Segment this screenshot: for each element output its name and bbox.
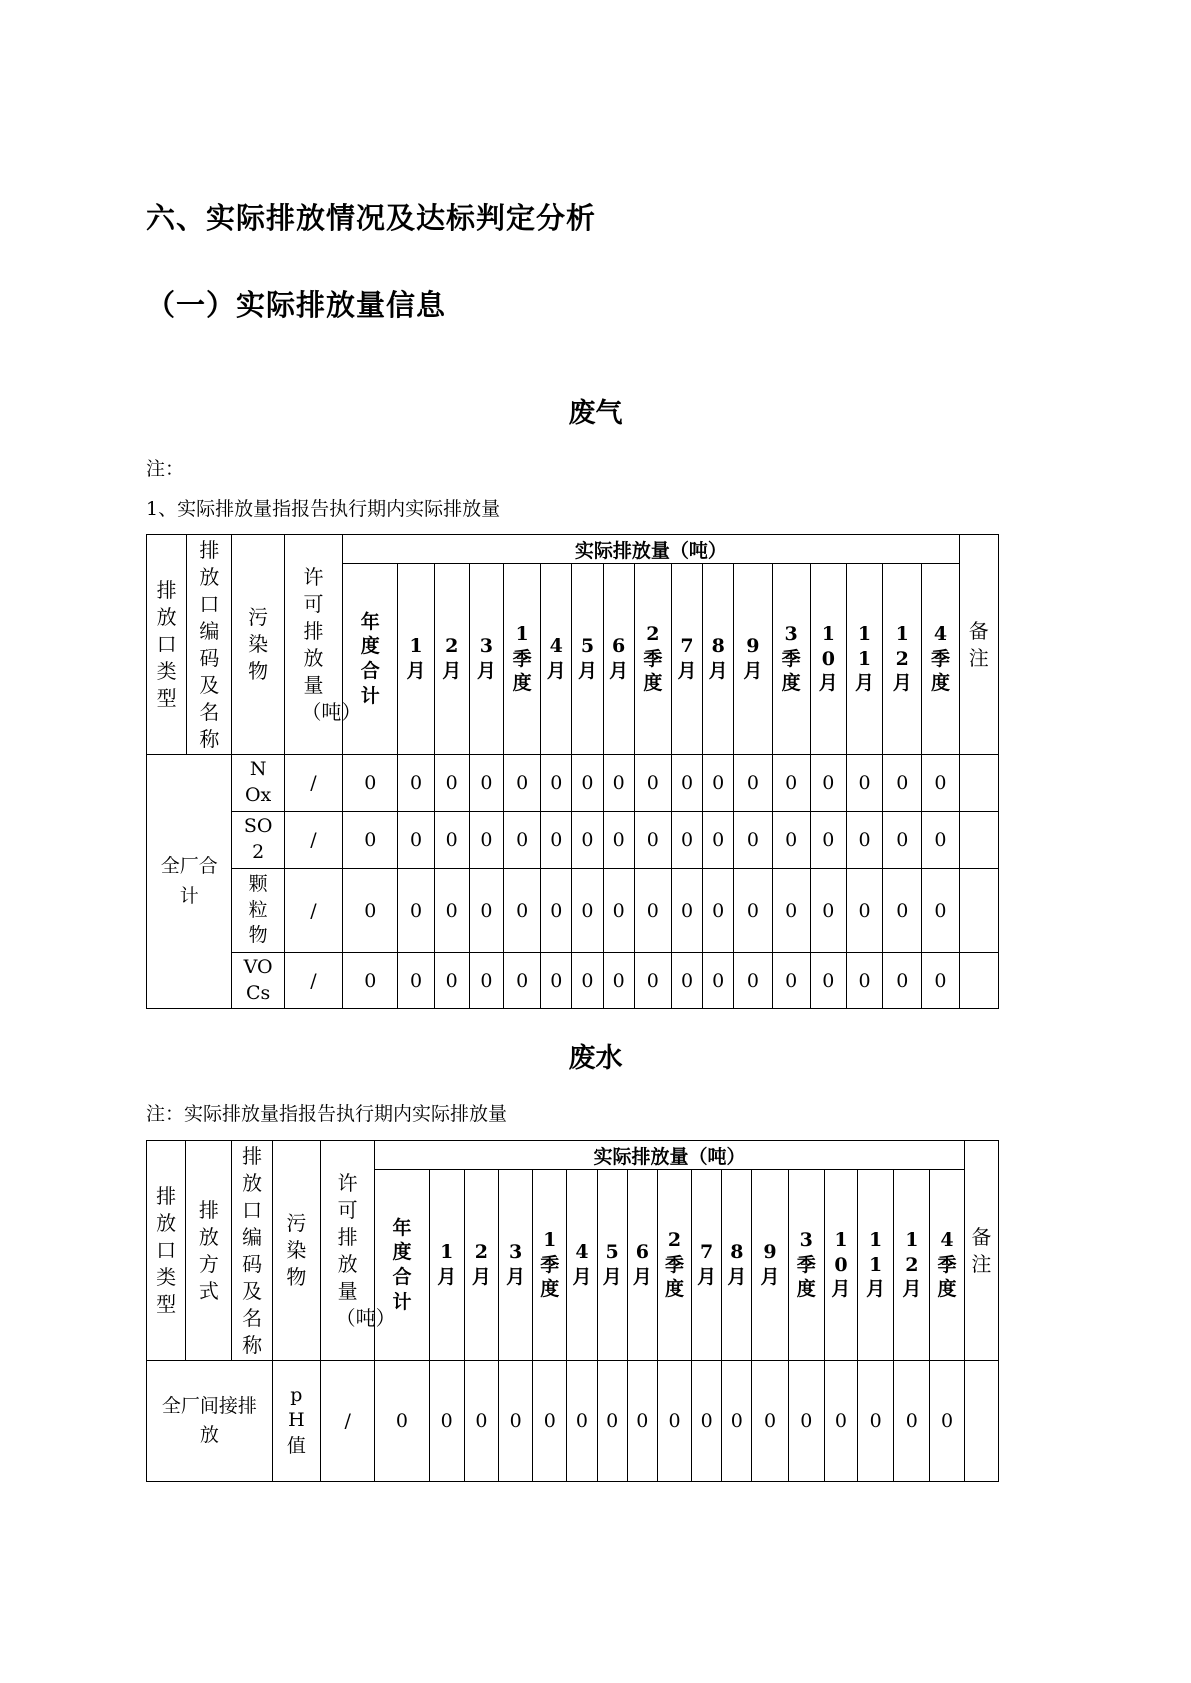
- value-cell: 0: [883, 812, 922, 869]
- value-cell: 0: [922, 812, 959, 869]
- gas-note-label: 注：: [146, 458, 185, 480]
- period-header: 9月: [752, 1170, 788, 1361]
- remark-cell: [964, 1361, 998, 1482]
- value-cell: 0: [671, 812, 702, 869]
- value-cell: 0: [894, 1361, 930, 1482]
- gas-note-line: 1、实际排放量指报告执行期内实际排放量: [146, 498, 501, 520]
- value-cell: 0: [634, 812, 671, 869]
- value-cell: 0: [398, 812, 434, 869]
- pollutant-cell: pH值: [272, 1361, 320, 1482]
- value-cell: 0: [772, 953, 810, 1009]
- water-header-type: 排放口类型: [147, 1141, 186, 1361]
- gas-title: 废气: [568, 398, 623, 429]
- value-cell: 0: [434, 755, 469, 812]
- permit-cell: /: [321, 1361, 375, 1482]
- permit-cell: /: [284, 869, 342, 953]
- value-cell: 0: [922, 953, 959, 1009]
- value-cell: 0: [703, 869, 734, 953]
- water-header-permit: 许可排放量（吨）: [321, 1141, 375, 1361]
- value-cell: 0: [810, 755, 846, 812]
- value-cell: 0: [657, 1361, 691, 1482]
- value-cell: 0: [846, 953, 882, 1009]
- value-cell: 0: [469, 755, 503, 812]
- value-cell: 0: [810, 812, 846, 869]
- water-header-pollutant: 污染物: [272, 1141, 320, 1361]
- value-cell: 0: [603, 755, 634, 812]
- value-cell: 0: [572, 953, 603, 1009]
- period-header: 3季度: [788, 1170, 824, 1361]
- value-cell: 0: [434, 869, 469, 953]
- value-cell: 0: [603, 953, 634, 1009]
- value-cell: 0: [541, 869, 572, 953]
- permit-cell: /: [284, 812, 342, 869]
- table-row: [147, 812, 999, 869]
- value-cell: 0: [883, 755, 922, 812]
- remark-cell: [959, 812, 998, 869]
- period-header: 12月: [883, 564, 922, 755]
- value-cell: 0: [922, 755, 959, 812]
- period-header: 7月: [671, 564, 702, 755]
- value-cell: 0: [541, 812, 572, 869]
- pollutant-cell: 颗粒物: [232, 869, 284, 953]
- value-cell: 0: [469, 869, 503, 953]
- value-cell: 0: [846, 812, 882, 869]
- value-cell: 0: [634, 869, 671, 953]
- value-cell: 0: [846, 869, 882, 953]
- value-cell: 0: [692, 1361, 722, 1482]
- water-emission-table: [146, 1140, 999, 1482]
- period-header: 8月: [703, 564, 734, 755]
- value-cell: 0: [703, 953, 734, 1009]
- period-header: 5月: [572, 564, 603, 755]
- value-cell: 0: [788, 1361, 824, 1482]
- period-header: 9月: [734, 564, 772, 755]
- period-header: 年度合计: [343, 564, 398, 755]
- value-cell: 0: [772, 755, 810, 812]
- period-header: 3季度: [772, 564, 810, 755]
- value-cell: 0: [375, 1361, 429, 1482]
- pollutant-cell: NOx: [232, 755, 284, 812]
- value-cell: 0: [434, 812, 469, 869]
- value-cell: 0: [504, 869, 541, 953]
- water-header-remark: 备注: [964, 1141, 998, 1361]
- period-header: 11月: [846, 564, 882, 755]
- period-header: 1季度: [504, 564, 541, 755]
- value-cell: 0: [703, 755, 734, 812]
- value-cell: 0: [930, 1361, 964, 1482]
- period-header: 4季度: [930, 1170, 964, 1361]
- period-header: 2月: [464, 1170, 498, 1361]
- value-cell: 0: [810, 869, 846, 953]
- value-cell: 0: [922, 869, 959, 953]
- gas-emission-table: [146, 534, 999, 1009]
- value-cell: 0: [671, 953, 702, 1009]
- table-row: [147, 953, 999, 1009]
- value-cell: 0: [469, 812, 503, 869]
- value-cell: 0: [398, 869, 434, 953]
- period-header: 10月: [810, 564, 846, 755]
- value-cell: 0: [572, 755, 603, 812]
- value-cell: 0: [398, 953, 434, 1009]
- value-cell: 0: [810, 953, 846, 1009]
- value-cell: 0: [572, 869, 603, 953]
- value-cell: 0: [343, 869, 398, 953]
- value-cell: 0: [464, 1361, 498, 1482]
- period-header: 6月: [627, 1170, 657, 1361]
- gas-header-permit: 许可排放量（吨）: [284, 535, 342, 755]
- value-cell: 0: [469, 953, 503, 1009]
- value-cell: 0: [772, 812, 810, 869]
- value-cell: 0: [734, 755, 772, 812]
- value-cell: 0: [627, 1361, 657, 1482]
- remark-cell: [959, 869, 998, 953]
- value-cell: 0: [434, 953, 469, 1009]
- value-cell: 0: [671, 755, 702, 812]
- value-cell: 0: [734, 869, 772, 953]
- period-header: 2月: [434, 564, 469, 755]
- value-cell: 0: [634, 755, 671, 812]
- table-row: [147, 869, 999, 953]
- period-header: 4月: [541, 564, 572, 755]
- value-cell: 0: [734, 953, 772, 1009]
- value-cell: 0: [846, 755, 882, 812]
- value-cell: 0: [533, 1361, 567, 1482]
- period-header: 4月: [567, 1170, 597, 1361]
- value-cell: 0: [634, 953, 671, 1009]
- period-header: 1月: [429, 1170, 464, 1361]
- subsection-heading: （一）实际排放量信息: [146, 288, 447, 322]
- gas-header-remark: 备注: [959, 535, 998, 755]
- value-cell: 0: [429, 1361, 464, 1482]
- value-cell: 0: [504, 755, 541, 812]
- value-cell: 0: [343, 953, 398, 1009]
- water-note: 注：实际排放量指报告执行期内实际排放量: [146, 1103, 508, 1125]
- period-header: 11月: [858, 1170, 894, 1361]
- period-header: 4季度: [922, 564, 959, 755]
- value-cell: 0: [703, 812, 734, 869]
- value-cell: 0: [883, 869, 922, 953]
- gas-header-pollutant: 污染物: [232, 535, 284, 755]
- period-header: 年度合计: [375, 1170, 429, 1361]
- period-header: 10月: [824, 1170, 857, 1361]
- value-cell: 0: [722, 1361, 752, 1482]
- group-cell: 全厂间接排放: [147, 1361, 273, 1482]
- value-cell: 0: [883, 953, 922, 1009]
- period-header: 2季度: [657, 1170, 691, 1361]
- group-cell: 全厂合计: [147, 755, 232, 1009]
- value-cell: 0: [597, 1361, 627, 1482]
- gas-header-outlet: 排放口编码及名称: [187, 535, 232, 755]
- period-header: 1季度: [533, 1170, 567, 1361]
- value-cell: 0: [567, 1361, 597, 1482]
- period-header: 8月: [722, 1170, 752, 1361]
- value-cell: 0: [603, 869, 634, 953]
- value-cell: 0: [343, 755, 398, 812]
- period-header: 1月: [398, 564, 434, 755]
- water-header-actual: 实际排放量（吨）: [375, 1141, 964, 1170]
- value-cell: 0: [343, 812, 398, 869]
- water-title: 废水: [568, 1043, 623, 1074]
- period-header: 5月: [597, 1170, 627, 1361]
- period-header: 2季度: [634, 564, 671, 755]
- remark-cell: [959, 755, 998, 812]
- value-cell: 0: [824, 1361, 857, 1482]
- gas-header-actual: 实际排放量（吨）: [343, 535, 959, 564]
- value-cell: 0: [398, 755, 434, 812]
- period-header: 7月: [692, 1170, 722, 1361]
- water-header-method: 排放方式: [186, 1141, 232, 1361]
- permit-cell: /: [284, 953, 342, 1009]
- value-cell: 0: [772, 869, 810, 953]
- period-header: 6月: [603, 564, 634, 755]
- value-cell: 0: [734, 812, 772, 869]
- period-header: 12月: [894, 1170, 930, 1361]
- value-cell: 0: [499, 1361, 533, 1482]
- water-header-outlet: 排放口编码及名称: [232, 1141, 272, 1361]
- gas-header-type: 排放口类型: [147, 535, 187, 755]
- permit-cell: /: [284, 755, 342, 812]
- pollutant-cell: VOCs: [232, 953, 284, 1009]
- value-cell: 0: [603, 812, 634, 869]
- section-heading: 六、实际排放情况及达标判定分析: [146, 201, 597, 235]
- value-cell: 0: [671, 869, 702, 953]
- table-row: [147, 1361, 999, 1482]
- value-cell: 0: [504, 812, 541, 869]
- value-cell: 0: [572, 812, 603, 869]
- value-cell: 0: [541, 755, 572, 812]
- period-header: 3月: [469, 564, 503, 755]
- pollutant-cell: SO2: [232, 812, 284, 869]
- value-cell: 0: [504, 953, 541, 1009]
- value-cell: 0: [541, 953, 572, 1009]
- remark-cell: [959, 953, 998, 1009]
- value-cell: 0: [858, 1361, 894, 1482]
- value-cell: 0: [752, 1361, 788, 1482]
- table-row: [147, 755, 999, 812]
- period-header: 3月: [499, 1170, 533, 1361]
